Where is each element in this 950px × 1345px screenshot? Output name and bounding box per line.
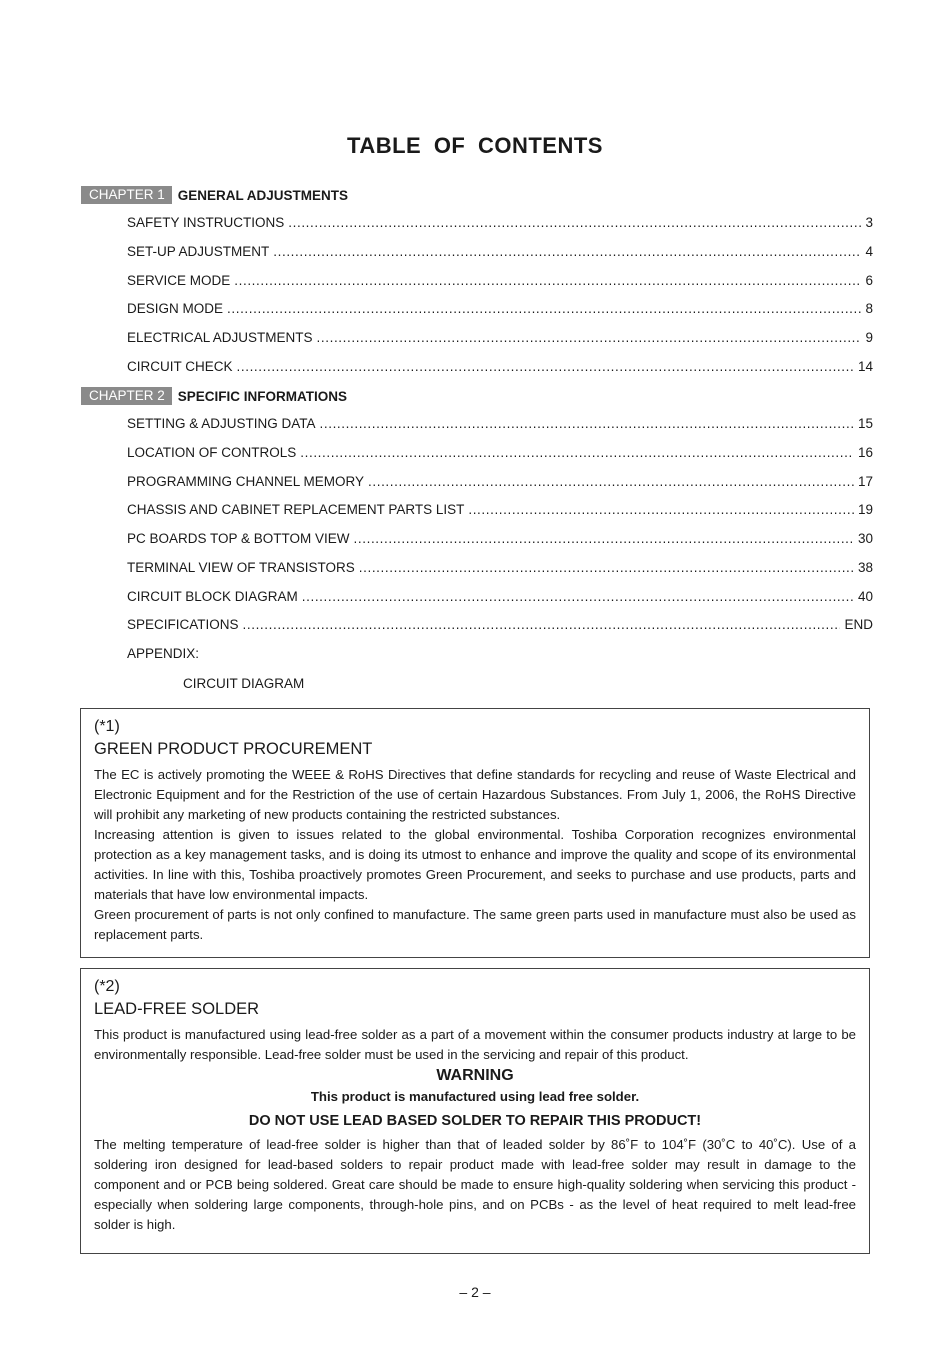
toc-entry-label: SPECIFICATIONS bbox=[127, 617, 239, 632]
lead-free-solder-box bbox=[80, 968, 870, 1254]
box-paragraph: Increasing attention is given to issues related to the global environmental. Toshiba Corporation recognizes environmental protection as a key management tasks, and is doing its utmost to enhance and improve the quality and scope of its environmental activities. In line with this, Toshiba proactively promotes Green Procurement, and seeks to purchase and use products, parts and materials that have low environmental impacts. bbox=[94, 827, 856, 902]
toc-entry-page: 17 bbox=[857, 474, 873, 489]
leader-dots bbox=[243, 617, 841, 632]
leader-dots bbox=[288, 215, 861, 230]
box-paragraph: The melting temperature of lead-free solder is higher than that of leaded solder by 86˚F to 104˚F (30˚C to 40˚C). Use of a soldering iron designed for lead-based solders to repair product made with lead-free solder may result in damage to the component and or PCB being soldered. Great care should be made to ensure high-quality soldering when servicing this product -especially when soldering large components, through-hole pins, and on PCBs - as the level of heat required to melt lead-free solder is high. bbox=[94, 1137, 856, 1232]
appendix-label: APPENDIX: bbox=[127, 646, 200, 661]
toc-entry[interactable] bbox=[127, 330, 873, 348]
leader-dots bbox=[317, 330, 862, 345]
toc-entry-page: 15 bbox=[857, 416, 873, 431]
toc-entry[interactable] bbox=[127, 416, 873, 434]
toc-entry-page: END bbox=[844, 617, 873, 632]
toc-entry[interactable] bbox=[127, 589, 873, 607]
footnote-marker: (*1) bbox=[94, 718, 120, 735]
page-number: – 2 – bbox=[459, 1284, 491, 1300]
toc-entry-page: 40 bbox=[857, 589, 873, 604]
leader-dots bbox=[300, 445, 854, 460]
toc-entry-page: 3 bbox=[865, 215, 873, 230]
toc-entry[interactable] bbox=[127, 502, 873, 520]
toc-entry-label: PC BOARDS TOP & BOTTOM VIEW bbox=[127, 531, 350, 546]
toc-entry[interactable] bbox=[127, 273, 873, 291]
toc-entry-label: PROGRAMMING CHANNEL MEMORY bbox=[127, 474, 365, 489]
leader-dots bbox=[368, 474, 854, 489]
toc-entry-label: SET-UP ADJUSTMENT bbox=[127, 244, 270, 259]
chapter-title: GENERAL ADJUSTMENTS bbox=[177, 187, 349, 203]
box-heading: LEAD-FREE SOLDER bbox=[94, 1000, 260, 1018]
toc-entry[interactable] bbox=[127, 560, 873, 578]
toc-entry-label: SETTING & ADJUSTING DATA bbox=[127, 416, 316, 431]
green-procurement-box bbox=[80, 708, 870, 958]
appendix-item[interactable]: CIRCUIT DIAGRAM bbox=[183, 676, 305, 691]
page-title: TABLE OF CONTENTS bbox=[347, 133, 603, 158]
toc-entry-label: DESIGN MODE bbox=[127, 301, 224, 316]
chapter-title: SPECIFIC INFORMATIONS bbox=[177, 388, 348, 404]
toc-entry-label: CIRCUIT BLOCK DIAGRAM bbox=[127, 589, 298, 604]
toc-entry-label: CHASSIS AND CABINET REPLACEMENT PARTS LIST bbox=[127, 502, 465, 517]
chapter-1-header bbox=[81, 186, 348, 204]
warning-caps: DO NOT USE LEAD BASED SOLDER TO REPAIR THIS PRODUCT! bbox=[248, 1113, 702, 1129]
toc-entry-page: 30 bbox=[857, 531, 873, 546]
box-paragraph: This product is manufactured using lead-free solder as a part of a movement within the consumer products industry at large to be environmentally responsible. Lead-free solder must be used in the servicing and repair of this product. bbox=[94, 1027, 856, 1062]
box-paragraph: Green procurement of parts is not only confined to manufacture. The same green parts used in manufacture must also be used as replacement parts. bbox=[94, 907, 856, 942]
toc-entry-page: 19 bbox=[857, 502, 873, 517]
leader-dots bbox=[237, 359, 854, 374]
toc-entry[interactable] bbox=[127, 359, 873, 377]
toc-entry[interactable] bbox=[127, 301, 873, 319]
leader-dots bbox=[273, 244, 861, 259]
leader-dots bbox=[468, 502, 854, 517]
toc-entry[interactable] bbox=[127, 617, 873, 635]
warning-title: WARNING bbox=[436, 1067, 514, 1084]
leader-dots bbox=[234, 273, 861, 288]
toc-entry-label: SERVICE MODE bbox=[127, 273, 231, 288]
toc-entry-label: ELECTRICAL ADJUSTMENTS bbox=[127, 330, 313, 345]
chapter-tag: CHAPTER 2 bbox=[81, 387, 172, 405]
toc-entry-page: 38 bbox=[857, 560, 873, 575]
toc-entry[interactable] bbox=[127, 474, 873, 492]
leader-dots bbox=[320, 416, 854, 431]
chapter-tag: CHAPTER 1 bbox=[81, 186, 172, 204]
leader-dots bbox=[302, 589, 854, 604]
toc-entry-page: 16 bbox=[857, 445, 873, 460]
box-paragraph: The EC is actively promoting the WEEE & RoHS Directives that define standards for recycling and reuse of Waste Electrical and Electronic Equipment and for the Restriction of the use of certain Hazardous Substances. From July 1, 2006, the RoHS Directive will prohibit any marketing of new products containing the restricted substances. bbox=[94, 767, 856, 822]
toc-entry-page: 8 bbox=[865, 301, 873, 316]
toc-entry-label: SAFETY INSTRUCTIONS bbox=[127, 215, 285, 230]
toc-entry-label: CIRCUIT CHECK bbox=[127, 359, 233, 374]
box-heading: GREEN PRODUCT PROCUREMENT bbox=[94, 740, 373, 758]
toc-entry[interactable] bbox=[127, 215, 873, 233]
leader-dots bbox=[227, 301, 861, 316]
toc-entry-page: 4 bbox=[865, 244, 873, 259]
toc-entry-page: 6 bbox=[865, 273, 873, 288]
leader-dots bbox=[354, 531, 854, 546]
toc-entry[interactable] bbox=[127, 244, 873, 262]
toc-entry-page: 9 bbox=[865, 330, 873, 345]
footnote-marker: (*2) bbox=[94, 978, 120, 995]
warning-subtitle: This product is manufactured using lead free solder. bbox=[310, 1089, 640, 1104]
chapter-2-header bbox=[81, 387, 347, 405]
toc-entry[interactable] bbox=[127, 445, 873, 463]
toc-entry-label: TERMINAL VIEW OF TRANSISTORS bbox=[127, 560, 355, 575]
toc-entry-label: LOCATION OF CONTROLS bbox=[127, 445, 297, 460]
toc-entry-page: 14 bbox=[857, 359, 873, 374]
toc-entry[interactable] bbox=[127, 531, 873, 549]
leader-dots bbox=[359, 560, 854, 575]
